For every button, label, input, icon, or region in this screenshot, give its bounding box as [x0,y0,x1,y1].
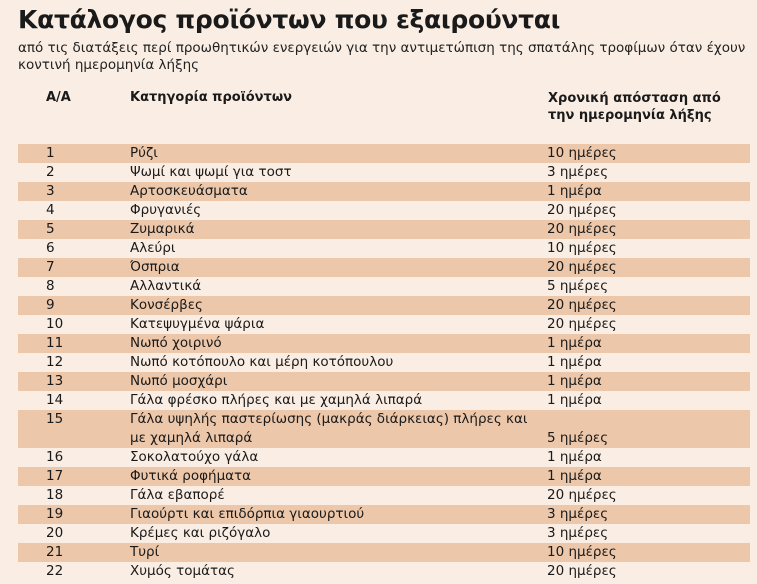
row-distance: 20 ημέρες [547,563,617,579]
row-number: 8 [46,278,55,294]
row-distance: 1 ημέρα [547,354,602,370]
row-category: Σοκολατούχο γάλα [130,449,259,465]
table-row [18,486,750,505]
row-category: Αλλαντικά [130,278,202,294]
table-row [18,277,750,296]
table-row [18,315,750,334]
table-row [18,201,750,220]
row-number: 21 [46,544,64,560]
row-distance: 20 ημέρες [547,487,617,503]
row-category: Γάλα υψηλής παστερίωσης (μακράς διάρκειας) πλήρες και με χαμηλά λιπαρά [130,411,528,446]
row-distance: 1 ημέρα [547,468,602,484]
row-number: 18 [46,487,64,503]
row-number: 4 [46,202,55,218]
row-number: 19 [46,506,64,522]
row-number: 20 [46,525,64,541]
row-distance: 10 ημέρες [547,145,617,161]
row-distance: 20 ημέρες [547,221,617,237]
row-distance: 1 ημέρα [547,392,602,408]
row-distance: 1 ημέρα [547,373,602,389]
row-number: 5 [46,221,55,237]
table-row [18,448,750,467]
row-distance: 10 ημέρες [547,240,617,256]
row-category: Νωπό κοτόπουλο και μέρη κοτόπουλου [130,354,394,370]
table-row [18,391,750,410]
row-category: Φυτικά ροφήματα [130,468,252,484]
row-category: Ρύζι [130,145,158,161]
row-number: 16 [46,449,64,465]
row-number: 14 [46,392,64,408]
row-category: Τυρί [130,544,160,560]
row-number: 15 [46,411,64,427]
table-row [18,562,750,581]
row-category: Κατεψυγμένα ψάρια [130,316,265,332]
table-row [18,220,750,239]
table-row [18,163,750,182]
row-number: 2 [46,164,55,180]
table-row [18,505,750,524]
table-row [18,410,750,448]
row-category: Ζυμαρικά [130,221,195,237]
table-row [18,467,750,486]
row-category: Αλεύρι [130,240,176,256]
row-distance: 1 ημέρα [547,449,602,465]
page-title: Κατάλογος προϊόντων που εξαιρούνται [18,5,561,34]
row-category: Χυμός τομάτας [130,563,235,579]
row-category: Νωπό μοσχάρι [130,373,228,389]
row-distance: 1 ημέρα [547,183,602,199]
table-row [18,524,750,543]
table-row [18,543,750,562]
row-category: Όσπρια [130,259,180,275]
table-row [18,296,750,315]
row-number: 10 [46,316,64,332]
row-distance: 20 ημέρες [547,316,617,332]
row-distance: 3 ημέρες [547,506,609,522]
row-distance: 1 ημέρα [547,335,602,351]
table-row [18,334,750,353]
row-category: Γιαούρτι και επιδόρπια γιαουρτιού [130,506,365,522]
row-category: Γάλα φρέσκο πλήρες και με χαμηλά λιπαρά [130,392,423,408]
table-row [18,372,750,391]
row-number: 9 [46,297,55,313]
row-distance: 20 ημέρες [547,297,617,313]
row-category: Νωπό χοιρινό [130,335,222,351]
row-category: Ψωμί και ψωμί για τοστ [130,164,292,180]
row-category: Φρυγανιές [130,202,202,218]
row-distance: 3 ημέρες [547,525,609,541]
row-number: 11 [46,335,64,351]
row-distance: 20 ημέρες [547,202,617,218]
row-number: 3 [46,183,55,199]
row-number: 7 [46,259,55,275]
row-number: 22 [46,563,64,579]
page-subtitle: από τις διατάξεις περί προωθητικών ενεργειών για την αντιμετώπιση της σπατάλης τροφίμων όταν έχουν κοντινή ημερομηνία λήξης [18,40,746,73]
row-category: Κρέμες και ριζόγαλο [130,525,271,541]
header-number: Α/Α [46,90,71,105]
row-number: 12 [46,354,64,370]
table-row [18,258,750,277]
row-category: Γάλα εβαπορέ [130,487,225,503]
row-distance: 3 ημέρες [547,164,609,180]
row-distance: 20 ημέρες [547,259,617,275]
table-row [18,353,750,372]
header-distance: Χρονική απόσταση από την ημερομηνία λήξης [548,91,721,123]
table-row [18,182,750,201]
row-category: Κονσέρβες [130,297,203,313]
table-row [18,144,750,163]
row-number: 13 [46,373,64,389]
row-distance: 10 ημέρες [547,544,617,560]
table-row [18,239,750,258]
row-number: 6 [46,240,55,256]
products-table [18,144,750,581]
row-distance: 5 ημέρες [547,278,609,294]
row-number: 1 [46,145,55,161]
row-category: Αρτοσκευάσματα [130,183,248,199]
header-category: Κατηγορία προϊόντων [130,90,292,105]
row-number: 17 [46,468,64,484]
row-distance: 5 ημέρες [547,430,609,446]
